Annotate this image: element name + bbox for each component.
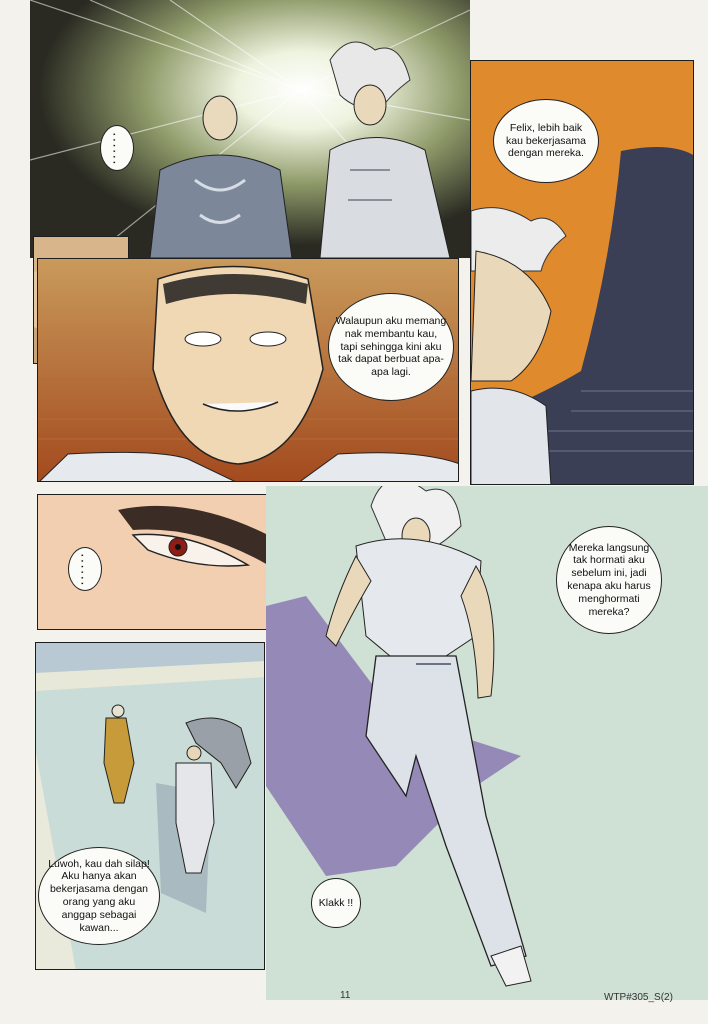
speech-bubble-mereka: Mereka langsung tak hormati aku sebelum ini, jadi kenapa aku harus menghormati mereka? (556, 526, 662, 634)
speech-bubble-walaupun: Walaupun aku memang nak membantu kau, tapi sehingga kini aku tak dapat berbuat apa-apa lagi. (328, 293, 454, 401)
panel-2-orange (470, 60, 694, 485)
speech-bubble-klakk: Klakk !! (311, 878, 361, 928)
panel-6-street (35, 642, 265, 970)
panel-4-large-face (37, 258, 459, 482)
panel-7-walking-figure (266, 486, 708, 1000)
footer-code: WTP#305_S(2) (604, 992, 673, 1003)
page-number: 11 (340, 990, 351, 1001)
panel-5-eye (37, 494, 267, 630)
speech-bubble-ellipsis-2: ...... (68, 547, 102, 591)
panel-1-art (30, 0, 470, 258)
speech-bubble-ellipsis-1: ...... (100, 125, 134, 171)
panel-1-standoff (30, 0, 470, 258)
speech-bubble-felix: Felix, lebih baik kau bekerjasama dengan mereka. (493, 99, 599, 183)
speech-bubble-luwoh: Luwoh, kau dah silap! Aku hanya akan bekerjasama dengan orang yang aku anggap sebagai kawan... (38, 847, 160, 945)
